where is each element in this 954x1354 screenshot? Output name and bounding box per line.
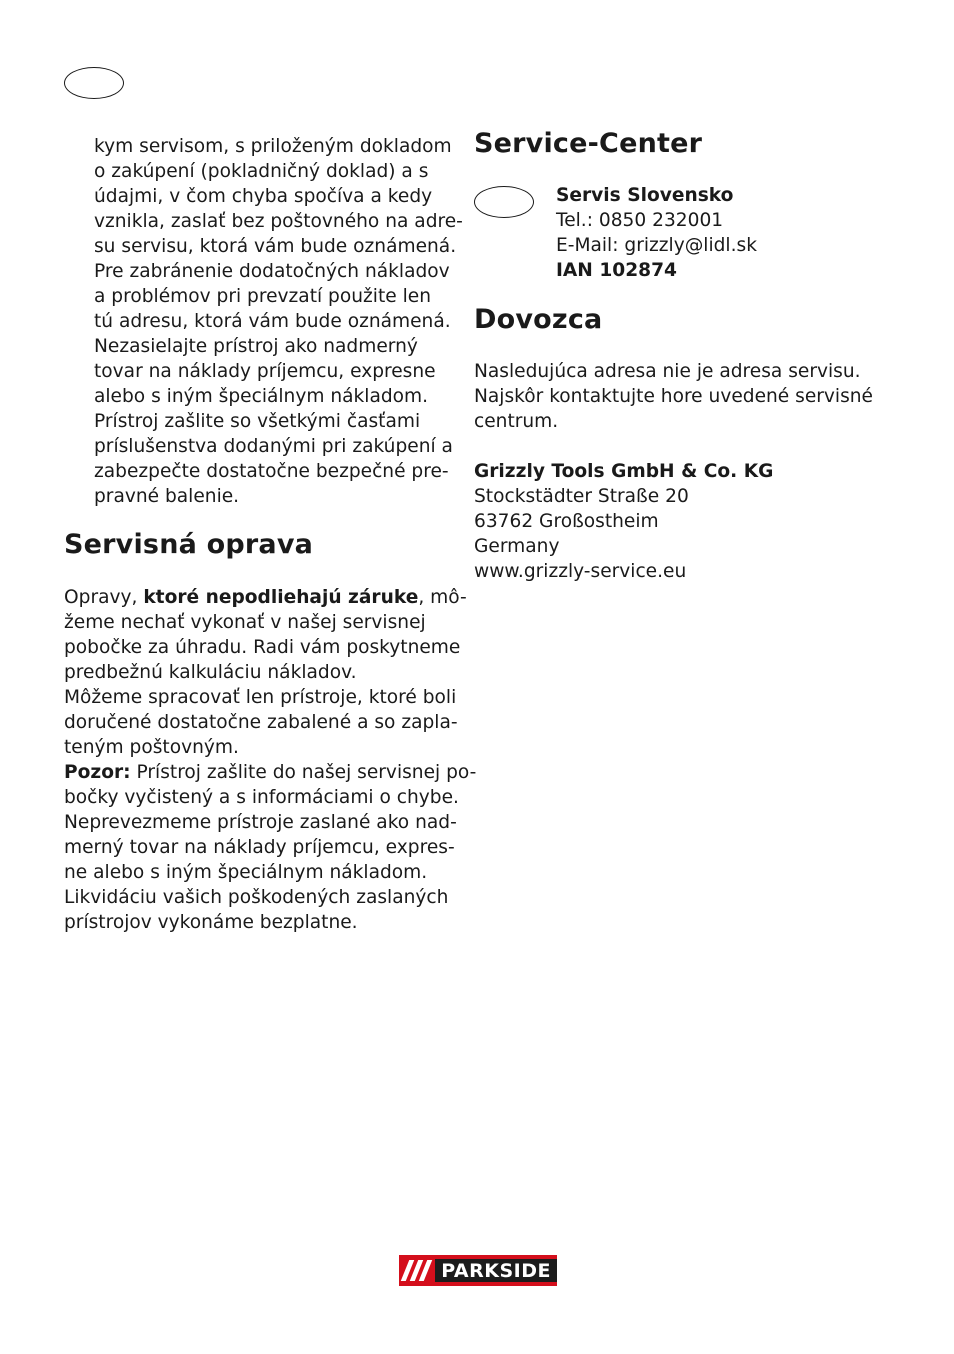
importer-address: [474, 459, 773, 584]
text-fragment: Opravy,: [64, 587, 144, 608]
language-badge: [64, 67, 124, 99]
text-line: Nasledujúca adresa nie je adresa servisu.: [474, 361, 861, 382]
text-line: prístrojov vykonáme bezplatne.: [64, 912, 358, 933]
text-line: merný tovar na náklady príjemcu, expres-: [64, 837, 455, 858]
text-line: Prístroj zašlite so všetkými časťami: [94, 411, 421, 432]
text-fragment: , mô-: [418, 587, 467, 608]
text-line: tú adresu, ktorá vám bude oznámená.: [94, 311, 451, 332]
service-center-heading: Service-Center: [474, 128, 703, 159]
text-line: tovar na náklady príjemcu, expresne: [94, 361, 436, 382]
text-line: a problémov pri prevzatí použite len: [94, 286, 431, 307]
text-line: kym servisom, s priloženým dokladom: [94, 136, 452, 157]
text-line: Likvidáciu vašich poškodených zaslaných: [64, 887, 449, 908]
city-address: 63762 Großostheim: [474, 511, 659, 532]
ian-number: IAN 102874: [556, 260, 677, 281]
text-line: Nezasielajte prístroj ako nadmerný: [94, 336, 418, 357]
text-line: pobočke za úhradu. Radi vám poskytneme: [64, 637, 461, 658]
text-line: doručené dostatočne zabalené a so zapla-: [64, 712, 458, 733]
importer-note: [474, 359, 873, 434]
website-link: www.grizzly-service.eu: [474, 561, 687, 582]
text-line: Pre zabránenie dodatočných nákladov: [94, 261, 450, 282]
warning-label: Pozor:: [64, 762, 131, 783]
email-address: E-Mail: grizzly@lidl.sk: [556, 235, 757, 256]
text-line: centrum.: [474, 411, 559, 432]
text-line: vznikla, zaslať bez poštovného na adre-: [94, 211, 463, 232]
phone-number: Tel.: 0850 232001: [556, 210, 724, 231]
warranty-continued-text: [94, 134, 463, 509]
text-line: Neprevezmeme prístroje zaslané ako nad-: [64, 812, 457, 833]
company-name: Grizzly Tools GmbH & Co. KG: [474, 461, 774, 482]
text-line: su servisu, ktorá vám bude oznámená.: [94, 236, 457, 257]
service-center-contact: [556, 183, 757, 283]
country-badge: [474, 186, 534, 218]
text-line: teným poštovným.: [64, 737, 239, 758]
text-line: žeme nechať vykonať v našej servisnej: [64, 612, 426, 633]
text-line: o zakúpení (pokladničný doklad) a s: [94, 161, 429, 182]
repair-heading: Servisná oprava: [64, 529, 314, 560]
street-address: Stockstädter Straße 20: [474, 486, 689, 507]
text-line: Môžeme spracovať len prístroje, ktoré boli: [64, 687, 457, 708]
text-fragment: Prístroj zašlite do našej servisnej po-: [130, 762, 477, 783]
text-line: Najskôr kontaktujte hore uvedené servisné: [474, 386, 873, 407]
text-line: pravné balenie.: [94, 486, 240, 507]
parkside-logo: [399, 1255, 557, 1286]
logo-stripes: [399, 1260, 433, 1281]
text-line: údajmi, v čom chyba spočíva a kedy: [94, 186, 433, 207]
text-line: [64, 585, 476, 610]
text-line: zabezpečte dostatočne bezpečné pre-: [94, 461, 449, 482]
service-center-name: Servis Slovensko: [556, 185, 734, 206]
text-line: alebo s iným špeciálnym nákladom.: [94, 386, 429, 407]
logo-wordmark: PARKSIDE: [435, 1259, 557, 1282]
repair-text: [64, 585, 476, 935]
country-name: Germany: [474, 536, 560, 557]
text-line: bočky vyčistený a s informáciami o chybe.: [64, 787, 459, 808]
text-line: [64, 760, 476, 785]
emphasis-text: ktoré nepodliehajú záruke: [143, 587, 419, 608]
text-line: predbežnú kalkuláciu nákladov.: [64, 662, 357, 683]
text-line: príslušenstva dodanými pri zakúpení a: [94, 436, 453, 457]
text-line: ne alebo s iným špeciálnym nákladom.: [64, 862, 428, 883]
importer-heading: Dovozca: [474, 304, 603, 335]
